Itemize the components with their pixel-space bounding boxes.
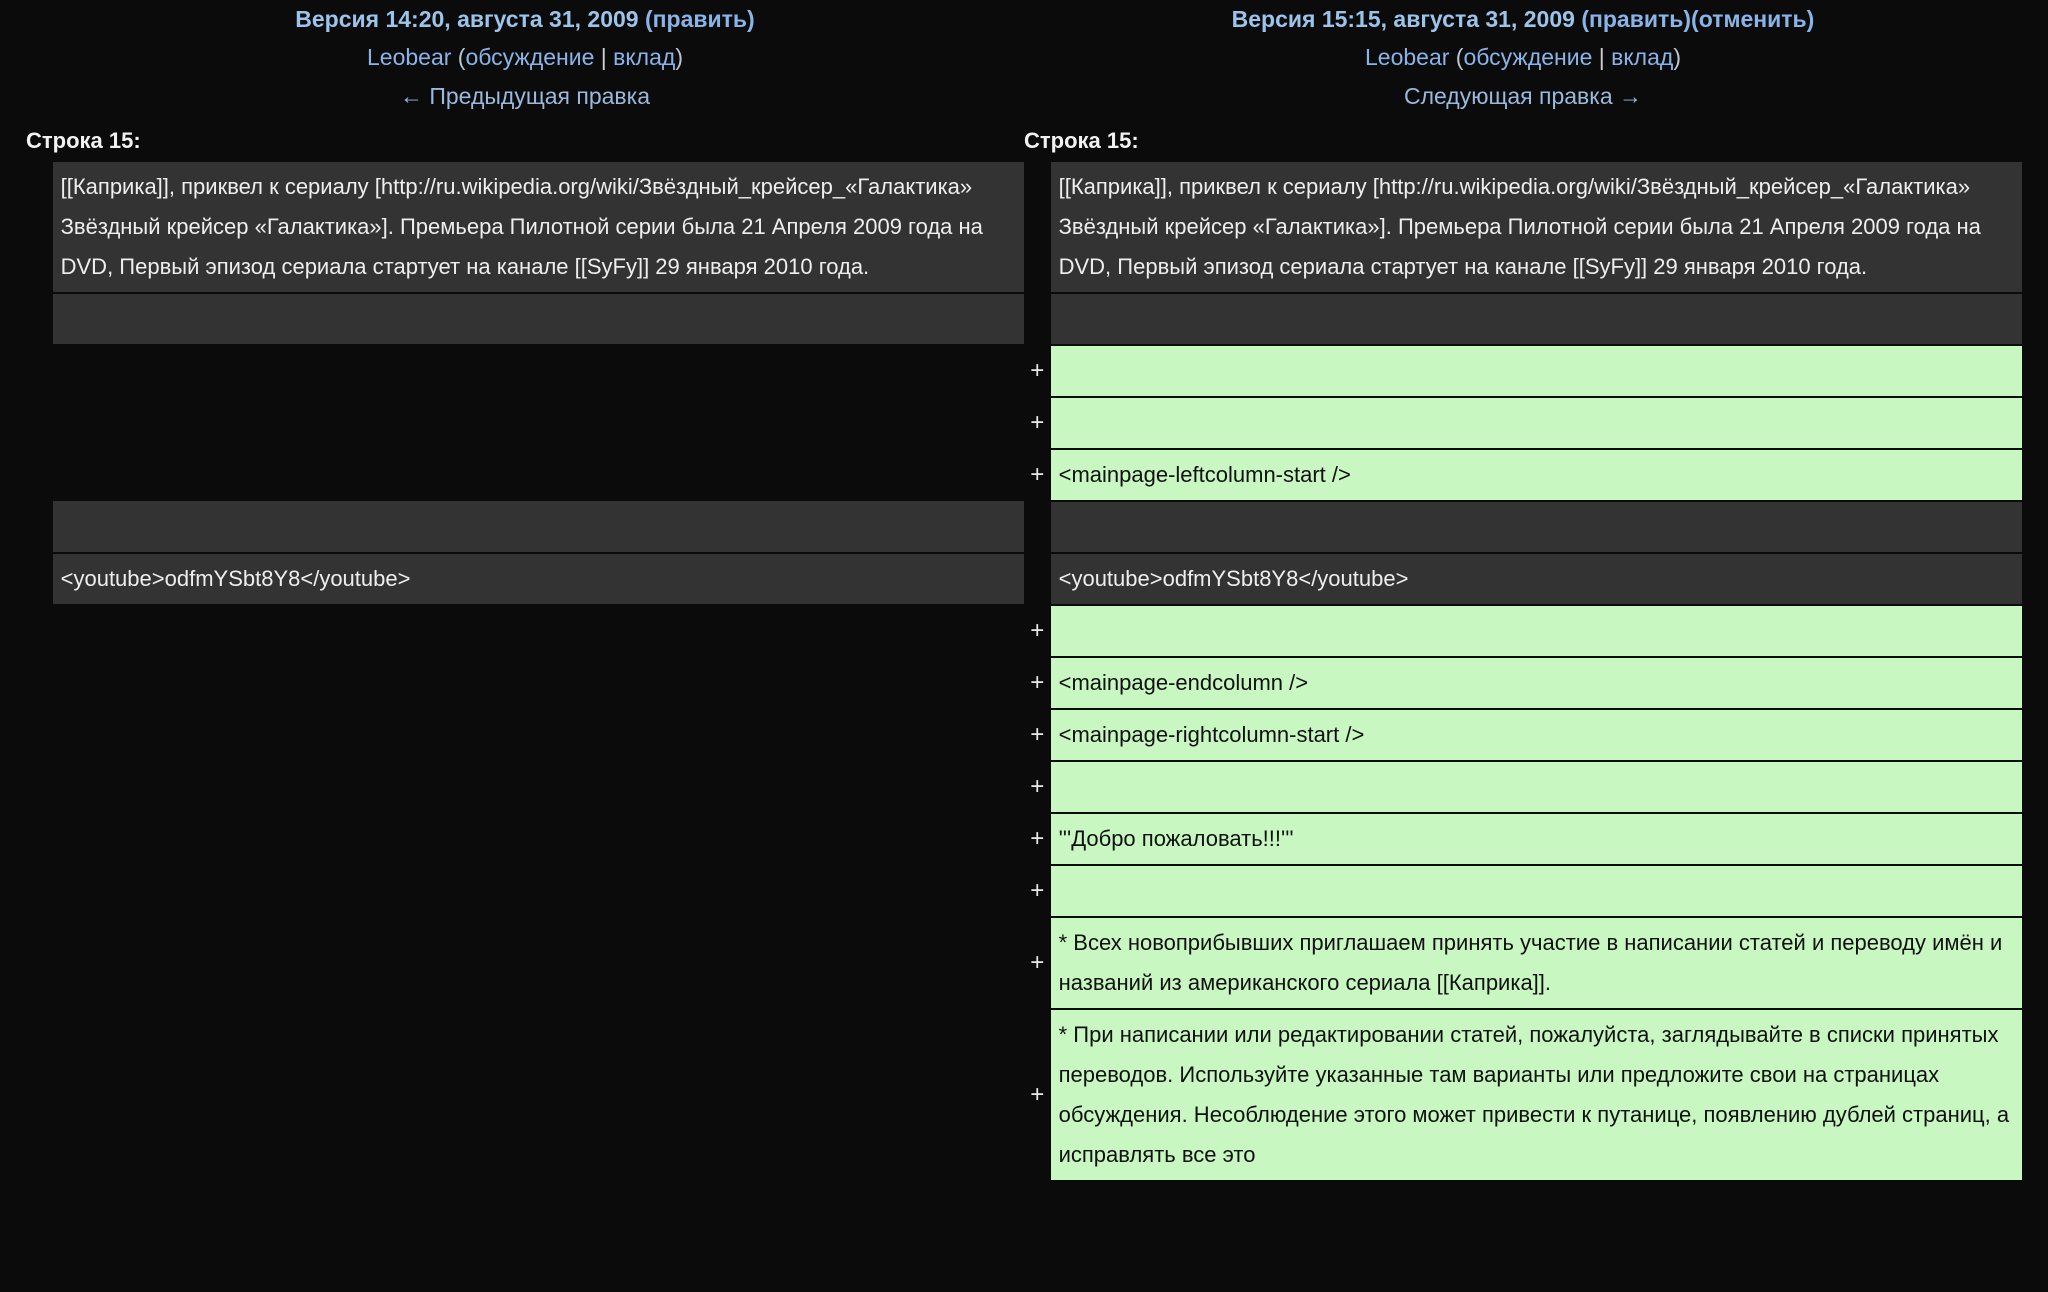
right-user-link[interactable]: Leobear (1364, 44, 1450, 70)
right-diff-marker: + (1030, 825, 1045, 852)
right-revision-title-line (1024, 0, 2022, 38)
right-diff-added-line: * При написании или редактировании статей, пожалуйста, заглядывайте в списки принятых переводов. Используйте указанные там варианты или предложите свои на страницах обсуждения. Несоблюдение этого может привести к путанице, появлению дублей страниц, а исправлять все это (1051, 1009, 2022, 1181)
right-diff-context-line: [[Каприка]], приквел к сериалу [http://ru.wikipedia.org/wiki/Звёздный_крейсер_«Галактика» Звёздный крейсер «Галактика»]. Премьера Пилотной серии была 21 Апреля 2009 года на DVD, Первый эпизод сериала стартует на канале [[SyFy]] 29 января 2010 года. (1051, 161, 2022, 293)
left-close-paren: ) (675, 44, 683, 70)
left-revision-title: Версия 14:20, августа 31, 2009 (295, 6, 639, 32)
left-diff-blank (53, 449, 1024, 501)
diff-body (26, 161, 2022, 1181)
diff-row (26, 449, 2022, 501)
diff-row (26, 709, 2022, 761)
diff-row (26, 605, 2022, 657)
left-contrib-link[interactable]: вклад (613, 44, 676, 70)
diff-row (26, 917, 2022, 1009)
right-diff-added-line: <mainpage-endcolumn /> (1051, 657, 2022, 709)
left-diff-marker (26, 865, 53, 917)
line-number-row (26, 118, 2022, 161)
left-diff-blank (53, 397, 1024, 449)
right-diff-marker: + (1030, 669, 1045, 696)
left-diff-marker (26, 161, 53, 293)
left-diff-blank (53, 345, 1024, 397)
left-diff-marker (26, 553, 53, 605)
right-diff-marker: + (1030, 461, 1045, 488)
right-line-header: Строка 15: (1023, 128, 1139, 153)
right-diff-context-line (1051, 501, 2022, 553)
right-close-paren: ) (1673, 44, 1681, 70)
diff-row (26, 161, 2022, 293)
left-diff-blank (53, 917, 1024, 1009)
right-diff-marker (1024, 293, 1051, 345)
left-diff-marker (26, 709, 53, 761)
left-diff-context-line: <youtube>odfmYSbt8Y8</youtube> (53, 553, 1024, 605)
diff-row (26, 865, 2022, 917)
left-diff-blank (53, 761, 1024, 813)
left-diff-blank (53, 657, 1024, 709)
left-line-header: Строка 15: (26, 128, 141, 153)
left-diff-context-line (53, 293, 1024, 345)
left-diff-context-line: [[Каприка]], приквел к сериалу [http://ru.wikipedia.org/wiki/Звёздный_крейсер_«Галактика» Звёздный крейсер «Галактика»]. Премьера Пилотной серии была 21 Апреля 2009 года на DVD, Первый эпизод сериала стартует на канале [[SyFy]] 29 января 2010 года. (53, 161, 1024, 293)
right-diff-added-line: '''Добро пожаловать!!!''' (1051, 813, 2022, 865)
left-diff-marker (26, 917, 53, 1009)
left-diff-blank (53, 865, 1024, 917)
left-diff-marker (26, 1009, 53, 1181)
diff-row (26, 657, 2022, 709)
left-nav-line (26, 76, 1024, 116)
left-diff-marker (26, 761, 53, 813)
right-diff-added-line (1051, 345, 2022, 397)
diff-row (26, 813, 2022, 865)
right-diff-added-line (1051, 865, 2022, 917)
left-talk-link[interactable]: обсуждение (465, 44, 595, 70)
left-revision-title-line (26, 0, 1024, 38)
diff-row (26, 761, 2022, 813)
right-diff-marker (1024, 553, 1051, 605)
right-diff-added-line: * Всех новоприбывших приглашаем принять участие в написании статей и переводу имён и названий из американского сериала [[Каприка]]. (1051, 917, 2022, 1009)
right-user-line (1024, 38, 2022, 76)
diff-header-row (26, 0, 2022, 118)
right-contrib-link[interactable]: вклад (1611, 44, 1674, 70)
previous-edit-link[interactable]: ← Предыдущая правка (399, 83, 651, 109)
left-diff-blank (53, 1009, 1024, 1181)
right-diff-added-line (1051, 397, 2022, 449)
right-diff-marker: + (1030, 949, 1045, 976)
right-diff-marker: + (1030, 617, 1045, 644)
left-user-line (26, 38, 1024, 76)
left-diff-context-line (53, 501, 1024, 553)
right-diff-marker: + (1030, 773, 1045, 800)
right-edit-link[interactable]: (править) (1581, 6, 1692, 32)
left-diff-marker (26, 501, 53, 553)
diff-table (26, 0, 2022, 1182)
left-separator: | (600, 44, 607, 70)
right-diff-marker: + (1030, 721, 1045, 748)
right-diff-marker (1024, 161, 1051, 293)
right-open-paren: ( (1455, 44, 1464, 70)
left-user-link[interactable]: Leobear (366, 44, 452, 70)
right-talk-link[interactable]: обсуждение (1463, 44, 1593, 70)
right-diff-context-line: <youtube>odfmYSbt8Y8</youtube> (1051, 553, 2022, 605)
left-diff-marker (26, 813, 53, 865)
left-diff-marker (26, 397, 53, 449)
right-diff-marker: + (1030, 1081, 1045, 1108)
right-diff-added-line: <mainpage-rightcolumn-start /> (1051, 709, 2022, 761)
left-edit-link[interactable]: (править) (644, 6, 755, 32)
diff-row (26, 397, 2022, 449)
left-diff-blank (53, 813, 1024, 865)
diff-row (26, 553, 2022, 605)
next-edit-link[interactable]: Следующая правка → (1403, 83, 1643, 109)
right-diff-marker (1024, 501, 1051, 553)
right-diff-added-line (1051, 605, 2022, 657)
left-revision-header (26, 0, 1024, 118)
left-diff-marker (26, 293, 53, 345)
left-diff-blank (53, 709, 1024, 761)
left-diff-blank (53, 605, 1024, 657)
right-separator: | (1598, 44, 1605, 70)
diff-row (26, 1009, 2022, 1181)
right-revision-title: Версия 15:15, августа 31, 2009 (1231, 6, 1575, 32)
diff-row (26, 501, 2022, 553)
right-diff-added-line (1051, 761, 2022, 813)
left-diff-marker (26, 449, 53, 501)
right-diff-context-line (1051, 293, 2022, 345)
right-revision-header (1024, 0, 2022, 118)
right-diff-marker: + (1030, 877, 1045, 904)
left-open-paren: ( (457, 44, 466, 70)
left-diff-marker (26, 657, 53, 709)
right-diff-added-line: <mainpage-leftcolumn-start /> (1051, 449, 2022, 501)
diff-row (26, 345, 2022, 397)
right-diff-marker: + (1030, 409, 1045, 436)
undo-link[interactable]: (отменить) (1691, 6, 1815, 32)
left-diff-marker (26, 345, 53, 397)
right-nav-line (1024, 76, 2022, 116)
right-diff-marker: + (1030, 357, 1045, 384)
left-diff-marker (26, 605, 53, 657)
diff-row (26, 293, 2022, 345)
